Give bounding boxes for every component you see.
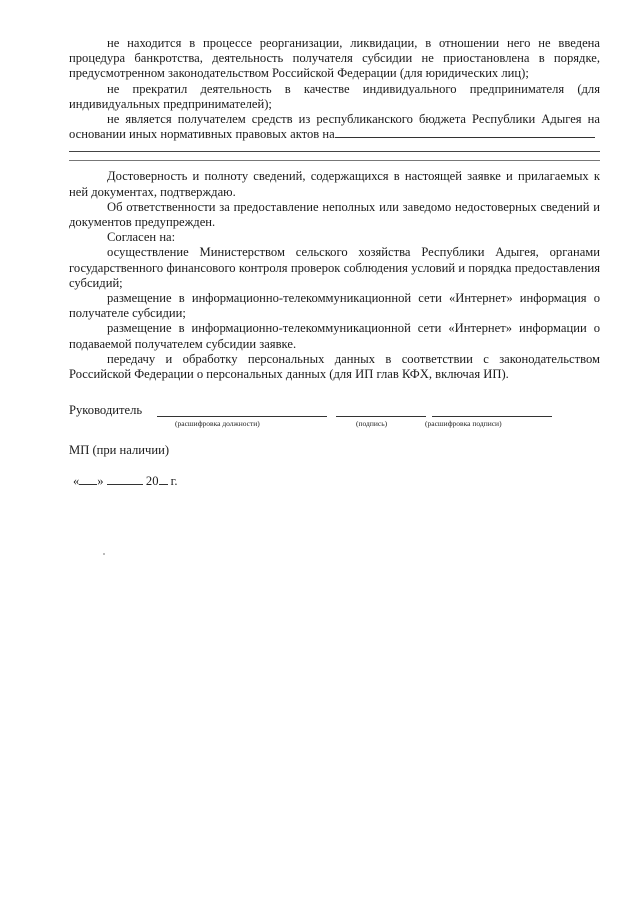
paragraph-entrepreneur: не прекратил деятельность в качестве индивидуального предпринимателя (для индивидуальных предпринимателей); — [69, 81, 600, 111]
blank-line-2 — [69, 160, 600, 161]
paragraph-consent-checks: осуществление Министерством сельского хозяйства Республики Адыгея, органами государственного финансового контроля проверок соблюдения условий и порядка предоставления субсидий; — [69, 245, 600, 290]
paragraph-consent-publish-application: размещение в информационно-телекоммуникационной сети «Интернет» информации о подаваемой получателем субсидии заявке. — [69, 321, 600, 351]
signature-line — [336, 416, 426, 417]
body-text — [69, 36, 600, 382]
stamp-note: МП (при наличии) — [69, 443, 170, 457]
paragraph-responsibility: Об ответственности за предоставление неполных или заведомо недостоверных сведений и документов предупрежден. — [69, 199, 600, 230]
signature-block — [69, 403, 559, 433]
paragraph-budget-text: не является получателем средств из республиканского бюджета Республики Адыгея на основании иных нормативных правовых актов на — [69, 112, 600, 142]
position-line — [157, 416, 327, 417]
year-blank — [159, 475, 168, 485]
budget-acts-blank — [335, 127, 595, 138]
name-line — [432, 416, 552, 417]
scan-speck — [103, 553, 105, 555]
paragraph-consent-publish-recipient: размещение в информационно-телекоммуникационной сети «Интернет» информация о получателе субсидии; — [69, 291, 600, 321]
caption-name: (расшифровка подписи) — [425, 419, 502, 428]
year-suffix: г. — [167, 474, 178, 488]
caption-signature: (подпись) — [356, 419, 388, 428]
date-close-quote: » — [97, 474, 104, 488]
paragraph-consent-personal-data: передачу и обработку персональных данных в соответствии с законодательством Российской Федерации о персональных данных (для ИП глав КФХ, включая ИП). — [69, 351, 600, 382]
month-blank — [107, 475, 143, 485]
year-prefix: 20 — [145, 474, 159, 488]
day-blank — [79, 475, 97, 485]
blank-line-1 — [69, 151, 600, 152]
signature-label: Руководитель — [69, 403, 143, 417]
paragraph-reorganization: не находится в процессе реорганизации, ликвидации, в отношении него не введена процедура банкротства, деятельность получателя субсидии не приостановлена в порядке, предусмотренном законодательством Российской Федерации (для юридических лиц); — [69, 36, 600, 81]
paragraph-accuracy: Достоверность и полноту сведений, содержащихся в настоящей заявке и прилагаемых к ней документах, подтверждаю. — [69, 169, 600, 199]
paragraph-budget — [69, 112, 600, 142]
date-open-quote: « — [73, 474, 80, 488]
date-line — [73, 474, 178, 489]
paragraph-consent-heading: Согласен на: — [107, 230, 176, 245]
caption-position: (расшифровка должности) — [175, 419, 260, 428]
